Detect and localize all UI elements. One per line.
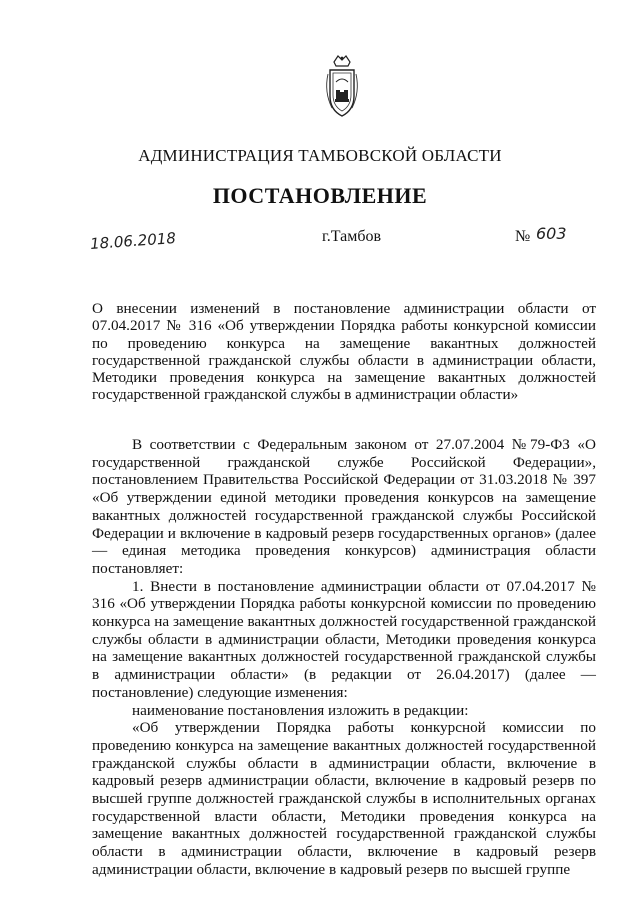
- body-paragraph: В соответствии с Федеральным законом от 27.07.2004 №79-ФЗ «О государственной гражданской службе Российской Федерации», постановлением Правительства Российской Федерации от 31.03.2018 № 397 «Об утверждении единой методики проведения конкурсов на замещение вакантных должностей государственной гражданской службы Российской Федерации и включение в кадровый резерв государственных органов» (далее — единая методика проведения конкурсов) администрация области постановляет:: [92, 436, 596, 577]
- document-number: 603: [536, 224, 567, 243]
- body-paragraph: наименование постановления изложить в редакции:: [132, 701, 469, 719]
- document-city: г.Тамбов: [322, 228, 382, 245]
- document-number-label: №: [515, 228, 531, 245]
- body-paragraph: «Об утверждении Порядка работы конкурсной комиссии по проведению конкурса на замещение вакантных должностей государственной гражданской службы области в администрации области, включение в кадровый резерв администрации области, включение в кадровый резерв по высшей группе должностей гражданской службы в исполнительных органах государственной власти области, Методики проведения конкурса на замещение вакантных должностей государственной гражданской службы области в администрации области, включение в кадровый резерв администрации области, включение в кадровый резерв по высшей группе: [92, 719, 596, 878]
- body-paragraph: 1. Внести в постановление администрации области от 07.04.2017 № 316 «Об утверждении Порядка работы конкурсной комиссии по проведению конкурса на замещение вакантных должностей государственной гражданской службы области в администрации области, Методики проведения конкурса на замещение вакантных должностей государственной гражданской службы в администрации области» (в редакции от 26.04.2017) (далее — постановление) следующие изменения:: [92, 577, 596, 701]
- document-subject: О внесении изменений в постановление администрации области от 07.04.2017 № 316 «Об утверждении Порядка работы конкурсной комиссии по проведению конкурса на замещение вакантных должностей государственной гражданской службы области в администрации области, Методики проведения конкурса на замещение вакантных должностей государственной гражданской службы в администрации области»: [92, 300, 596, 404]
- document-type: ПОСТАНОВЛЕНИЕ: [212, 183, 428, 208]
- document-body: [92, 436, 596, 879]
- coat-of-arms-icon: [322, 52, 362, 122]
- organization-title: АДМИНИСТРАЦИЯ ТАМБОВСКОЙ ОБЛАСТИ: [138, 146, 502, 165]
- document-date: 18.06.2018: [89, 229, 177, 253]
